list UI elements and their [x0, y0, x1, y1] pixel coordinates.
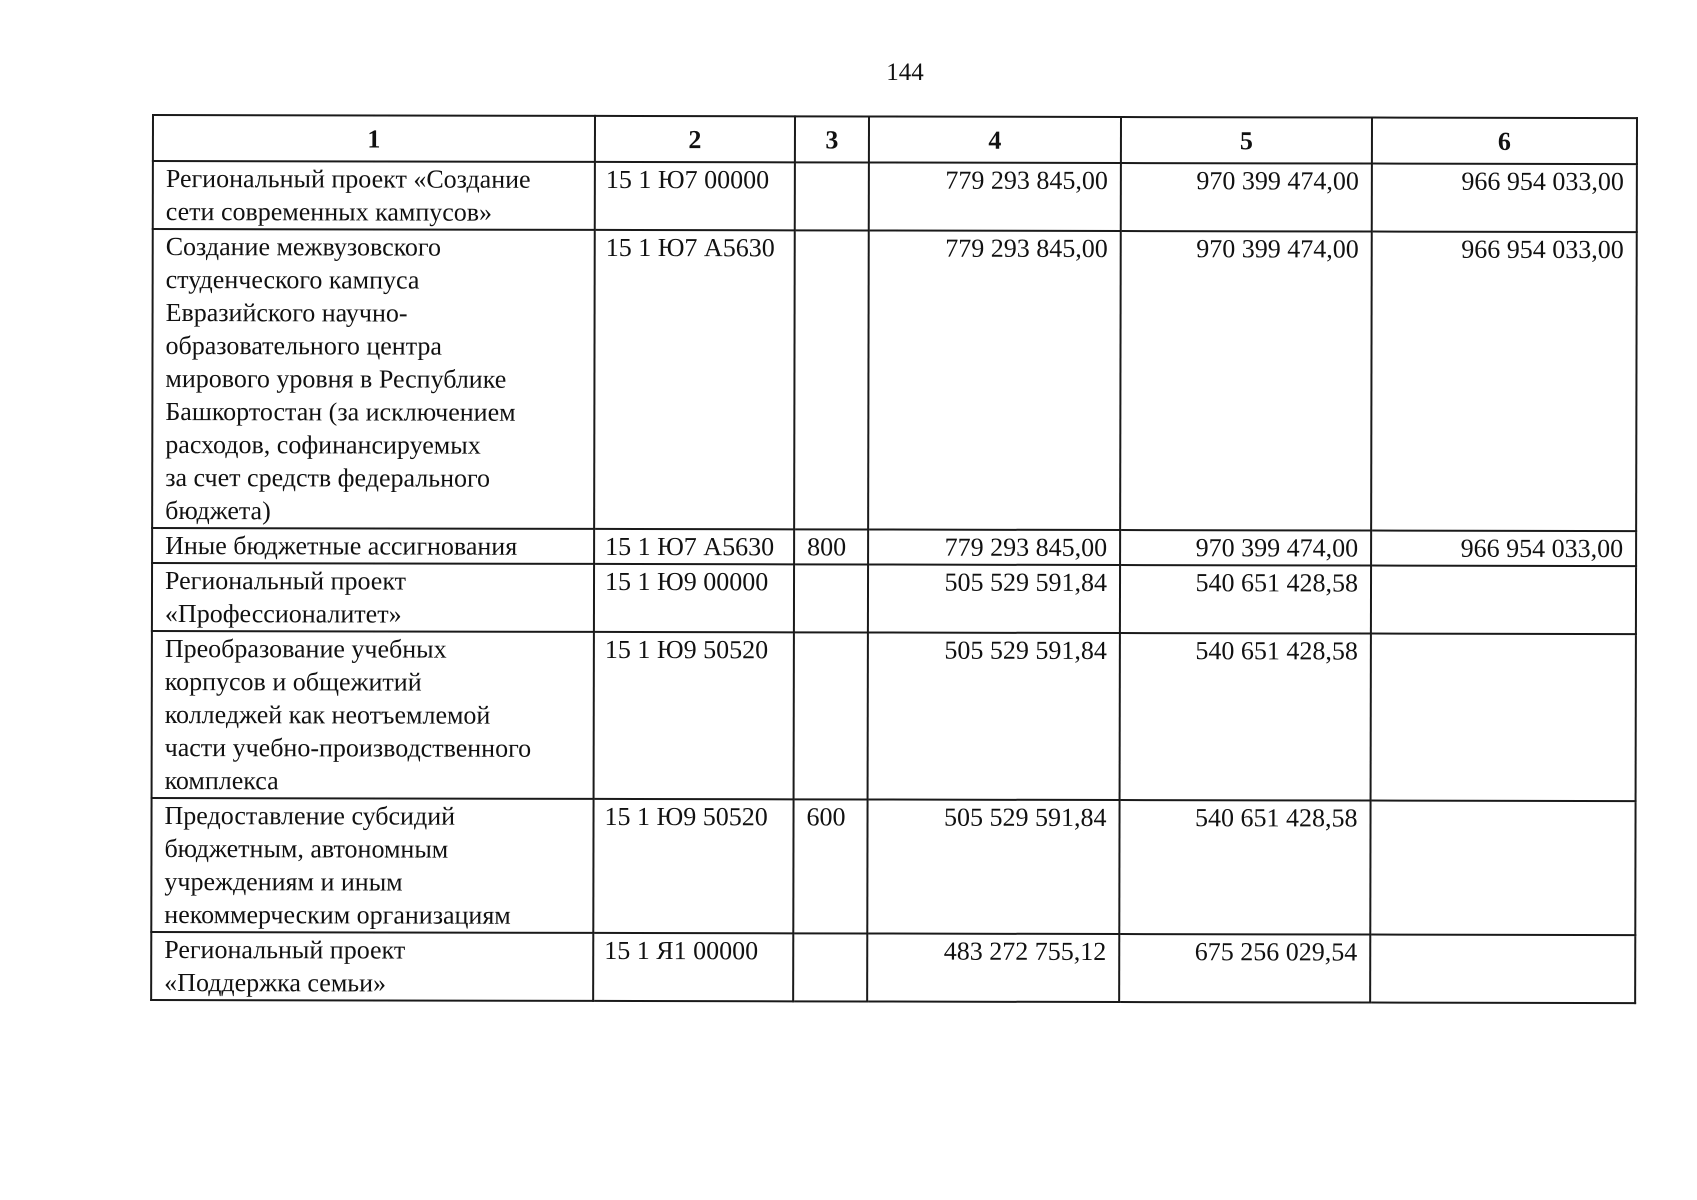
- column-header-6: 6: [1372, 118, 1637, 165]
- row-name: Создание межвузовского студенческого кампуса Евразийского научно- образовательного центра мирового уровня в Республике Башкортостан (за исключением расходов, софинансируемых за счет средств федерального бюджета): [152, 229, 595, 529]
- row-amount-2: 540 651 428,58: [1120, 565, 1371, 634]
- table-row: [151, 798, 1635, 935]
- row-name: Региональный проект «Поддержка семьи»: [151, 932, 593, 1001]
- column-header-5: 5: [1121, 117, 1372, 164]
- row-amount-3: [1371, 566, 1636, 635]
- row-amount-3: [1370, 801, 1635, 936]
- row-amount-1: 779 293 845,00: [868, 231, 1121, 531]
- row-expense-type: [793, 933, 867, 1001]
- row-code: 15 1 Ю7 А5630: [594, 230, 795, 529]
- budget-table: [150, 114, 1638, 1004]
- row-name: Иные бюджетные ассигнования: [152, 528, 594, 564]
- column-header-1: 1: [153, 115, 595, 162]
- row-name: Региональный проект «Профессионалитет»: [152, 563, 594, 632]
- page-number: 144: [886, 59, 924, 86]
- row-code: 15 1 Ю9 50520: [593, 799, 793, 933]
- row-code: 15 1 Ю9 50520: [594, 632, 794, 799]
- row-amount-2: 540 651 428,58: [1119, 800, 1370, 935]
- row-amount-2: 970 399 474,00: [1121, 163, 1372, 232]
- row-code: 15 1 Ю7 А5630: [594, 529, 794, 564]
- row-name: Региональный проект «Создание сети современных кампусов»: [153, 161, 595, 230]
- row-expense-type: 600: [793, 799, 867, 933]
- row-amount-3: [1371, 634, 1636, 802]
- column-header-4: 4: [869, 117, 1121, 164]
- row-expense-type: [794, 632, 868, 799]
- table-row: [152, 563, 1636, 634]
- row-code: 15 1 Ю7 00000: [595, 162, 795, 230]
- table-row: [151, 932, 1635, 1003]
- row-amount-1: 505 529 591,84: [868, 565, 1120, 634]
- table-header-row: [153, 115, 1637, 164]
- table-row: [152, 528, 1636, 566]
- row-amount-1: 483 272 755,12: [867, 933, 1119, 1002]
- row-amount-1: 779 293 845,00: [869, 163, 1121, 232]
- column-header-2: 2: [595, 116, 795, 162]
- row-amount-1: 505 529 591,84: [868, 633, 1120, 801]
- row-amount-3: 966 954 033,00: [1371, 531, 1636, 567]
- row-amount-1: 505 529 591,84: [867, 800, 1119, 935]
- table-row: [152, 631, 1636, 801]
- row-amount-3: 966 954 033,00: [1371, 232, 1637, 532]
- row-amount-2: 540 651 428,58: [1120, 633, 1371, 801]
- row-expense-type: [794, 230, 869, 529]
- table-row: [153, 161, 1637, 232]
- table-row: [152, 229, 1637, 531]
- row-amount-3: [1370, 935, 1635, 1004]
- row-expense-type: 800: [794, 529, 868, 564]
- row-amount-2: 970 399 474,00: [1120, 530, 1371, 566]
- row-code: 15 1 Я1 00000: [593, 933, 793, 1001]
- row-amount-3: 966 954 033,00: [1372, 164, 1637, 233]
- row-amount-1: 779 293 845,00: [868, 530, 1120, 566]
- row-name: Предоставление субсидий бюджетным, автономным учреждениям и иным некоммерческим организациям: [151, 798, 593, 933]
- row-code: 15 1 Ю9 00000: [594, 564, 794, 632]
- row-name: Преобразование учебных корпусов и общежитий колледжей как неотъемлемой части учебно-производственного комплекса: [152, 631, 594, 799]
- column-header-3: 3: [795, 116, 869, 162]
- row-amount-2: 970 399 474,00: [1120, 231, 1372, 531]
- row-amount-2: 675 256 029,54: [1119, 934, 1370, 1003]
- row-expense-type: [794, 564, 868, 632]
- row-expense-type: [795, 162, 869, 230]
